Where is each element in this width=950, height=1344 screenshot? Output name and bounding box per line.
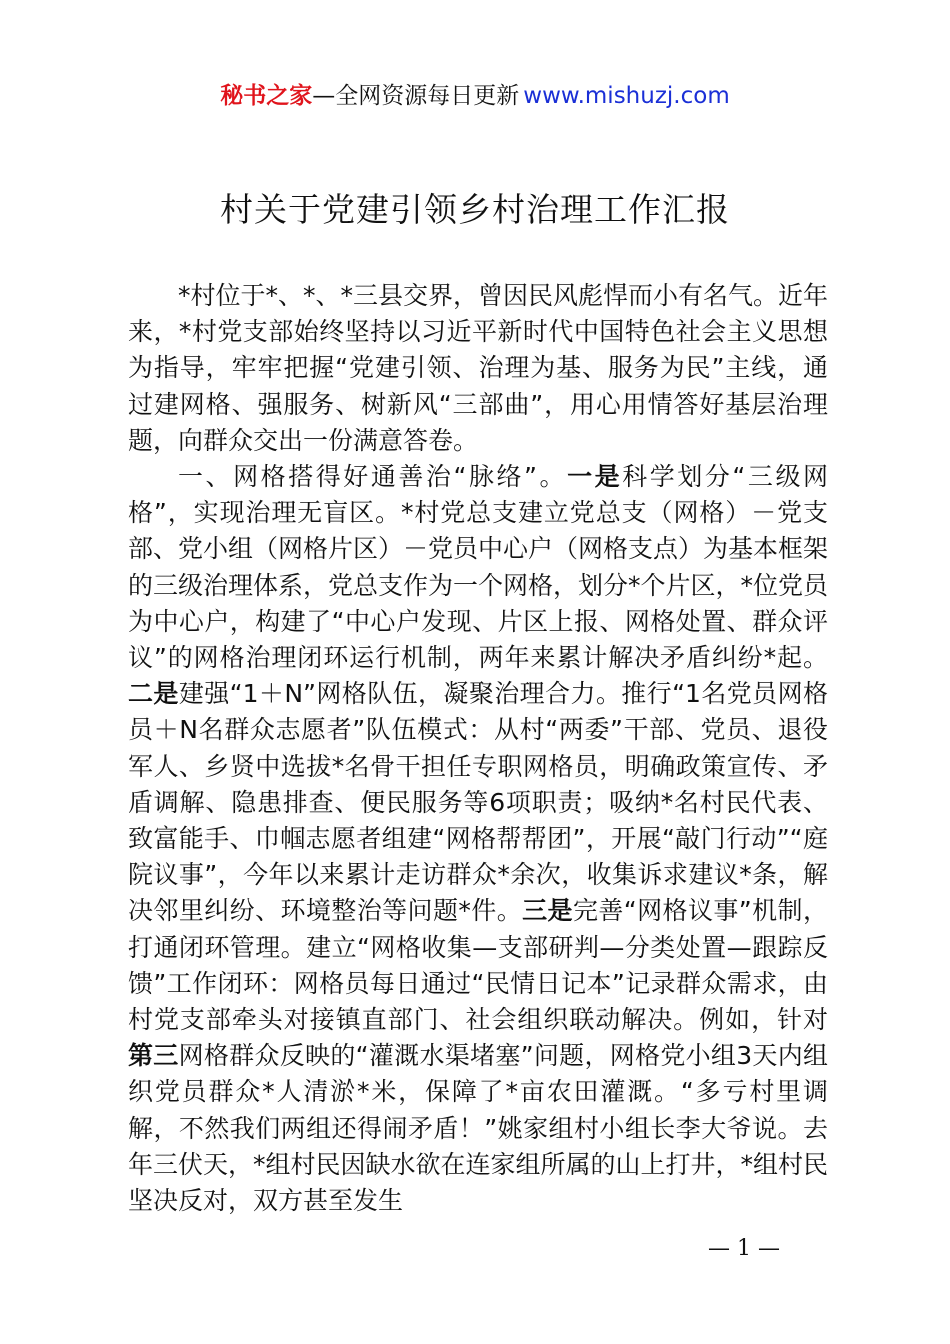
site-brand: 秘书之家 <box>220 83 313 109</box>
point-3-text-b: 网格群众反映的“灌溉水渠堵塞”问题，网格党小组3天内组织党员群众*人清淤*米，保障了*亩农田灌溉。“多亏村里调解，不然我们两组还得闹矛盾！”姚家组村小组长李大爷说。去年三伏天，*组村民因缺水欲在连家组所属的山上打井，*组村民坚决反对，双方甚至发生 <box>128 1041 829 1216</box>
point-1-text: 科学划分“三级网格”，实现治理无盲区。*村党总支建立党总支（网格）－党支部、党小组（网格片区）－党员中心户（网格支点）为基本框架的三级治理体系，党总支作为一个网格，划分*个片区，*位党员为中心户，构建了“中心户发现、片区上报、网格处置、群众评议”的网格治理闭环运行机制，两年来累计解决矛盾纠纷*起。 <box>128 462 829 673</box>
page-number: — 1 — <box>708 1236 780 1261</box>
site-tagline: —全网资源每日更新 <box>312 83 520 109</box>
point-3-text-a: 完善“网格议事”机制，打通闭环管理。建立“网格收集—支部研判—分类处置—跟踪反馈”工作闭环：网格员每日通过“民情日记本”记录群众需求，由村党支部牵头对接镇直部门、社会组织联动解决。例如，针对 <box>128 896 828 1035</box>
document-title: 村关于党建引领乡村治理工作汇报 <box>220 190 730 229</box>
intro-paragraph: *村位于*、*、*三县交界，曾因民风彪悍而小有名气。近年来，*村党支部始终坚持以习近平新时代中国特色社会主义思想为指导，牢牢把握“党建引领、治理为基、服务为民”主线，通过建网格、强服务、树新风“三部曲”，用心用情答好基层治理题，向群众交出一份满意答卷。 <box>128 281 829 455</box>
point-1-lead: 一是 <box>567 462 623 492</box>
document-body <box>128 278 828 1219</box>
section-1-heading: 一、网格搭得好通善治“脉络”。 <box>178 462 568 492</box>
point-2-lead: 二是 <box>128 679 179 709</box>
point-3-lead: 三是 <box>522 896 573 926</box>
point-2-text: 建强“1＋N”网格队伍，凝聚治理合力。推行“1名党员网格员＋N名群众志愿者”队伍模式：从村“两委”干部、党员、退役军人、乡贤中选拔*名骨干担任专职网格员，明确政策宣传、矛盾调解、隐患排查、便民服务等6项职责；吸纳*名村民代表、致富能手、巾帼志愿者组建“网格帮帮团”，开展“敲门行动”“庭院议事”，今年以来累计走访群众*余次，收集诉求建议*条，解决邻里纠纷、环境整治等问题*件。 <box>128 679 828 926</box>
site-url-link[interactable]: www.mishuzj.com <box>523 83 730 109</box>
site-header <box>0 80 950 112</box>
section-1-paragraph <box>128 459 828 1219</box>
point-3-bold-ref: 第三 <box>128 1041 179 1071</box>
